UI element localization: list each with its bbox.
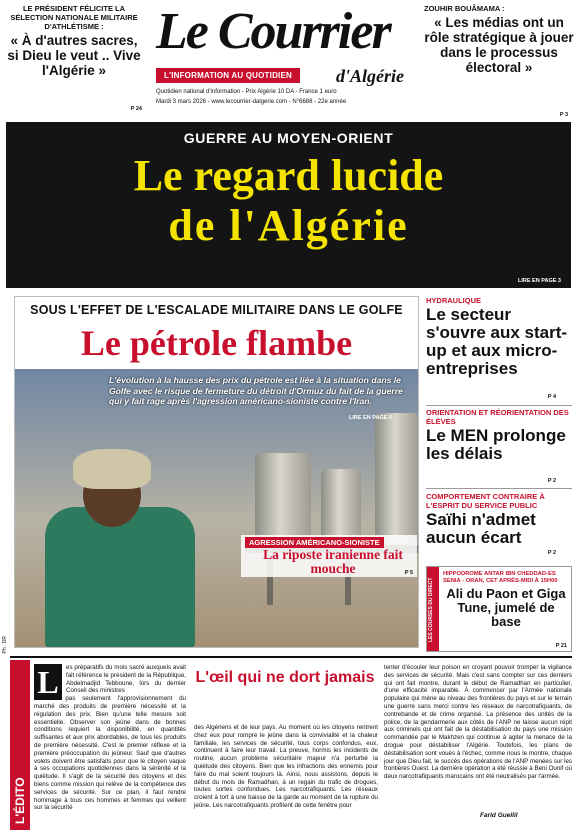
- edito-col1-first: es préparatifs du mois sacré auxquels avait fait référence le président de la République, Abdelmadjid Tebboune, lors du dernier Conseil des ministres: [66, 664, 186, 695]
- edito-rule: [10, 656, 572, 658]
- petrol-lede-page: LIRE EN PAGE 5: [349, 415, 392, 421]
- masthead[interactable]: [150, 2, 418, 110]
- story-page: P 2: [547, 478, 556, 484]
- worker-figure: [45, 507, 195, 648]
- race-side-label: LES COURSES DU DIRECT: [428, 577, 434, 643]
- edito-column-3[interactable]: tenter d'écouler leur poison en croyant pouvoir tromper la vigilance des services de sécurité. Mais c'est sans compter sur ces derniers qui ont fait montre, durant le début de Ramadhan en particulier, d'une efficacité imparable. À commencer par l'Armée nationale populaire qui mène au niveau des frontières du pays et sur le terrain une guerre sans merci contre les réseaux de narcotrafiquants, de contrebande et de crime organisé. La présence des unités de la police, de la gendarmerie aux côtés de l'ANP ne laisse aucun répit aux criminels qui ont fait de la déstabilisation du pays une mission commandée par le Makhzen qui continue à agiter la menace de la drogue pour déstabiliser l'Algérie. Toutefois, les plans de déstabilisation sont voués à l'échec, comme nous le montre, chaque jour que Dieu fait, le succès des opérations de l'ANP menées sur les frontières Ouest. La dernière opération a été réussie à Beni Ounif où deux narcotrafiquants marocains ont été neutralisés par l'armée.: [384, 664, 572, 781]
- banner-headline-line2: de l'Algérie: [168, 201, 409, 250]
- petrol-kicker: SOUS L'EFFET DE L'ESCALADE MILITAIRE DANS LE GOLFE: [30, 303, 403, 317]
- edito-signature: Farid Guellil: [480, 812, 518, 819]
- edito-col1-rest: n'avaient pas seulement l'approvisionnement du marché des produits de première nécessité et la régulation des prix. Bien qu'une telle mesure soit essentielle. Observer son jeûne dans de bonnes conditions requiert la disponibilité, en quantités suffisantes et aux prix abordables, de tous les produits de première nécessité. C'est le premier réflexe et la première préoccupation du jeûneur. Sauf que d'autres volets doivent être satisfaits pour que le citoyen vaque à ses occupations quotidiennes dans la sérénité et la quiétude. Il s'agit de la sécurité des citoyens et des biens comme mission qui relève de la compétence des services de sécurité. Sur ce plan, il faut rendre hommage à tous ces hommes et femmes qui veillent sur la sécurité: [34, 695, 186, 812]
- banner-headline-line1: Le regard lucide: [133, 151, 444, 200]
- petrol-story[interactable]: [14, 296, 419, 648]
- edito-column-2[interactable]: des Algériens et de leur pays. Au moment où les citoyens rentrent chez eux pour rompre le jeûne dans la convivialité et la chaleur familiale, les services de sécurité, tous corps confondus, eux, continuent à faire leur travail. La preuve, hormis les incidents de routine, aucun problème sécuritaire majeur n'a perturbé la quiétude des citoyens. Bien que les infractions des ennemis pour faire du mal soient toujours là. Ainsi, nous assistons, depuis le début du mois de Ramadhan, à un regain du trafic de drogues, toutes sortes confondues. Les narcotrafiquants. Les réseaux croient à tort à une baisse de la garde au moment de la rupture du jeûne. Les narcotrafiquants profitent de cette fenêtre pour: [194, 724, 378, 809]
- story-hydraulique[interactable]: [426, 296, 572, 406]
- edito-dropcap: L: [34, 664, 62, 700]
- race-side-strip: [427, 567, 439, 651]
- ear-right-kicker: ZOUHIR BOUÂMAMA :: [424, 4, 505, 13]
- story-title: Le secteur s'ouvre aux start-up et aux micro-entreprises: [426, 305, 568, 378]
- banner-page: LIRE EN PAGE 3: [518, 278, 561, 284]
- iran-kicker: AGRESSION AMÉRICANO-SIONISTE: [245, 537, 384, 548]
- oil-tank-shape: [375, 413, 419, 543]
- race-title: Ali du Paon et Giga Tune, jumelé de base: [446, 586, 566, 629]
- banner-kicker: GUERRE AU MOYEN-ORIENT: [183, 130, 394, 146]
- race-kicker: HIPPODROME ANTAR IBN CHEDDAD-ES SENIA - ORAN, CET APRÈS-MIDI À 15H00: [443, 571, 558, 584]
- story-kicker: ORIENTATION ET RÉORIENTATION DES ÉLÈVES: [426, 408, 569, 426]
- ear-left-page: P 24: [130, 106, 142, 112]
- race-story[interactable]: [426, 566, 572, 652]
- iran-story[interactable]: [241, 535, 417, 577]
- ear-right-quote: « Les médias ont un rôle stratégique à jouer dans le processus électoral »: [424, 15, 574, 75]
- story-service-public[interactable]: [426, 492, 572, 560]
- ear-right[interactable]: [424, 4, 574, 118]
- masthead-info-line1: Quotidien national d'information - Prix Algérie 10 DA - France 1 euro: [156, 89, 337, 95]
- story-orientation[interactable]: [426, 408, 572, 488]
- ear-left[interactable]: [4, 4, 144, 114]
- masthead-tagline: L'INFORMATION AU QUOTIDIEN: [156, 68, 300, 83]
- iran-title: La riposte iranienne fait mouche: [263, 547, 403, 576]
- edito-label: L'ÉDITO: [13, 777, 27, 824]
- petrol-title: Le pétrole flambe: [80, 323, 353, 363]
- ear-right-page: P 3: [559, 112, 568, 118]
- story-page: P 2: [547, 550, 556, 556]
- photo-credit: Ph : DR: [2, 636, 8, 654]
- masthead-info-line2: Mardi 3 mars 2026 - www.lecourrier-dalgerie.com - N°6688 - 22e année: [156, 99, 347, 105]
- divider: [426, 405, 572, 406]
- story-kicker: HYDRAULIQUE: [426, 296, 482, 305]
- worker-turban: [73, 449, 151, 489]
- race-page: P 21: [555, 643, 567, 649]
- edito-column-1[interactable]: [34, 664, 186, 812]
- divider: [426, 488, 572, 489]
- story-kicker: COMPORTEMENT CONTRAIRE À L'ESPRIT DU SERVICE PUBLIC: [426, 492, 545, 510]
- oil-tank-shape: [321, 469, 361, 543]
- edito-strip: [10, 660, 30, 830]
- story-title: Saïhi n'admet aucun écart: [426, 510, 536, 547]
- story-title: Le MEN prolonge les délais: [426, 426, 566, 463]
- main-headline-banner[interactable]: [6, 122, 571, 288]
- ear-left-kicker: LE PRÉSIDENT FÉLICITE LA SÉLECTION NATIONALE MILITAIRE D'ATHLÉTISME :: [10, 4, 138, 31]
- iran-page: P 5: [404, 570, 413, 576]
- story-page: P 4: [547, 394, 556, 400]
- petrol-lede: L'évolution à la hausse des prix du pétrole est liée à la situation dans le Golfe avec le risque de fermeture du détroit d'Ormuz du fait de la guerre qui y fait rage après l'agression américano-sioniste contre l'Iran.: [109, 375, 403, 406]
- oil-field-photo: [15, 369, 419, 648]
- masthead-name-suffix: d'Algérie: [336, 66, 404, 86]
- ear-left-quote: « À d'autres sacres, si Dieu le veut .. Vive l'Algérie »: [7, 33, 141, 78]
- masthead-name: Le Courrier: [156, 3, 390, 60]
- edito-title[interactable]: L'œil qui ne dort jamais: [195, 669, 375, 686]
